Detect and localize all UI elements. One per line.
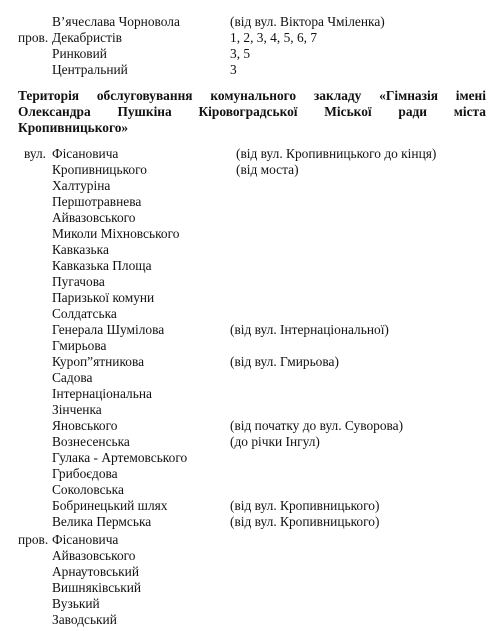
street-note: (від вул. Кропивницького) <box>230 514 380 529</box>
heading-line-3: Кропивницького» <box>18 120 129 135</box>
street-name: Кропивницького <box>52 162 147 177</box>
street-name: Зінченка <box>52 402 102 417</box>
heading-line-1: Територія обслуговування комунального закладу «Гімназія імені <box>18 88 486 103</box>
lane-name: Арнаутовський <box>52 564 139 579</box>
lane-name: Вишняківський <box>52 580 142 595</box>
street-name: Гмирьова <box>52 338 107 353</box>
lane-name: Фісановича <box>52 532 119 547</box>
street-name: Паризької комуни <box>52 290 155 305</box>
lane-name: Заводський <box>52 612 117 627</box>
street-name: Кавказька <box>52 242 109 257</box>
street-note: (від вул. Кропивницького до кінця) <box>236 146 437 161</box>
street-type: вул. <box>24 146 47 161</box>
street-name: Вознесенська <box>52 434 130 449</box>
street-note: (від вул. Кропивницького) <box>230 498 380 513</box>
street-note: 3 <box>230 62 237 77</box>
street-name: Соколовська <box>52 482 124 497</box>
section-heading <box>18 88 486 136</box>
street-name: Солдатська <box>52 306 117 321</box>
street-name: Айвазовського <box>52 210 136 225</box>
street-type: пров. <box>18 30 49 45</box>
street-note: 1, 2, 3, 4, 5, 6, 7 <box>230 30 318 45</box>
street-note: (від вул. Інтернаціональної) <box>230 322 389 337</box>
street-name: Інтернаціональна <box>52 386 152 401</box>
street-name: Миколи Міхновського <box>52 226 180 241</box>
street-name: Велика Пермська <box>52 514 152 529</box>
lane-name: Айвазовського <box>52 548 136 563</box>
street-name: Пугачова <box>52 274 105 289</box>
street-name: Грибоєдова <box>52 466 118 481</box>
street-type: пров. <box>18 532 49 547</box>
street-note: (від моста) <box>236 162 299 177</box>
street-name: Центральний <box>52 62 128 77</box>
street-note: (від вул. Гмирьова) <box>230 354 339 369</box>
street-note: (від вул. Віктора Чміленка) <box>230 14 385 29</box>
street-name: Садова <box>52 370 93 385</box>
street-name: Халтуріна <box>52 178 111 193</box>
street-name: Першотравнева <box>52 194 142 209</box>
street-name: Бобринецький шлях <box>52 498 168 513</box>
street-name: Ринковий <box>52 46 107 61</box>
street-name: Куроп”ятникова <box>52 354 145 369</box>
street-name: Кавказька Площа <box>52 258 152 273</box>
street-note: (до річки Інгул) <box>230 434 320 449</box>
street-note: 3, 5 <box>230 46 251 61</box>
street-name: Генерала Шумілова <box>52 322 165 337</box>
lane-name: Вузький <box>52 596 100 611</box>
street-name: Декабристів <box>52 30 123 45</box>
street-name: Гулака - Артемовського <box>52 450 188 465</box>
street-name: Яновського <box>52 418 118 433</box>
street-name: В’ячеслава Чорновола <box>52 14 180 29</box>
heading-line-2: Олександра Пушкіна Кіровоградської Міської ради міста <box>18 104 486 119</box>
street-note: (від початку до вул. Суворова) <box>230 418 404 433</box>
street-name: Фісановича <box>52 146 119 161</box>
